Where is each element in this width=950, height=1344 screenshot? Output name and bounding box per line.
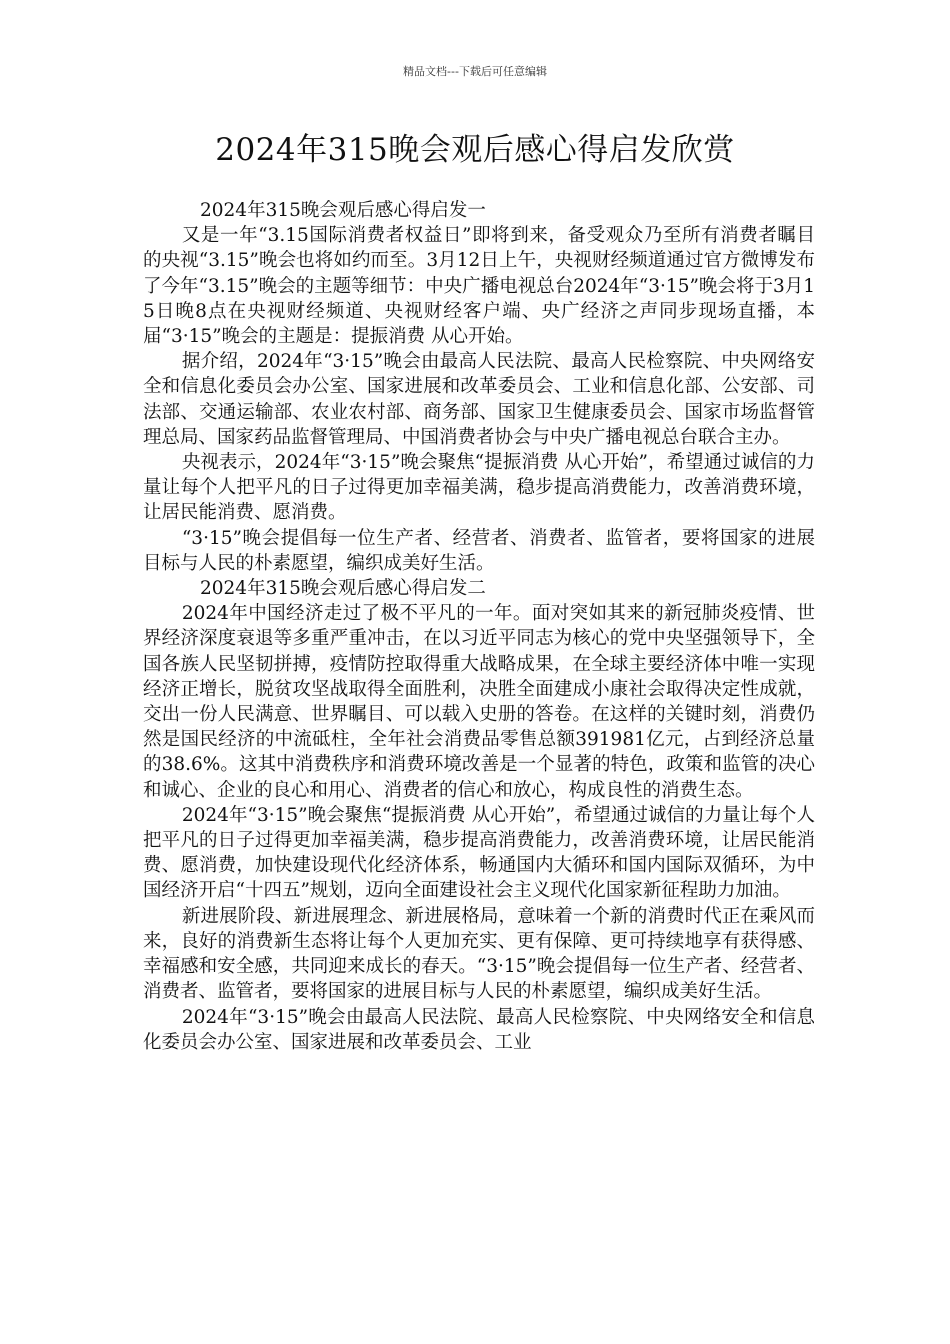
section-heading-2: 2024年315晚会观后感心得启发二 — [200, 578, 486, 600]
paragraph: 据介绍，2024年“3·15”晚会由最高人民法院、最高人民检察院、中央网络安全和信息化委员会办公室、国家进展和改革委员会、工业和信息化部、公安部、司法部、交通运输部、农业农村部、商务部、国家卫生健康委员会、国家市场监督管理总局、国家药品监督管理局、中国消费者协会与中央广播电视总台联合主办。 — [143, 351, 815, 448]
page-header-note: 精品文档---下载后可任意编辑 — [403, 65, 547, 78]
paragraph: 2024年中国经济走过了极不平凡的一年。面对突如其来的新冠肺炎疫情、世界经济深度衰退等多重严重冲击，在以习近平同志为核心的党中央坚强领导下，全国各族人民坚韧拼搏，疫情防控取得重大战略成果，在全球主要经济体中唯一实现经济正增长，脱贫攻坚战取得全面胜利，决胜全面建成小康社会取得决定性成就，交出一份人民满意、世界瞩目、可以载入史册的答卷。在这样的关键时刻，消费仍然是国民经济的中流砥柱，全年社会消费品零售总额391981亿元，占到经济总量的38.6%。这其中消费秩序和消费环境改善是一个显著的特色，政策和监管的决心和诚心、企业的良心和用心、消费者的信心和放心，构成良性的消费生态。 — [143, 603, 815, 801]
paragraph: “3·15”晚会提倡每一位生产者、经营者、消费者、监管者，要将国家的进展目标与人民的朴素愿望，编织成美好生活。 — [143, 527, 815, 574]
paragraph: 2024年“3·15”晚会聚焦“提振消费 从心开始”，希望通过诚信的力量让每个人把平凡的日子过得更加幸福美满，稳步提高消费能力，改善消费环境，让居民能消费、愿消费，加快建设现代化经济体系，畅通国内大循环和国内国际双循环，为中国经济开启“十四五”规划，迈向全面建设社会主义现代化国家新征程助力加油。 — [143, 804, 815, 902]
paragraph: 2024年“3·15”晚会由最高人民法院、最高人民检察院、中央网络安全和信息化委员会办公室、国家进展和改革委员会、工业 — [143, 1006, 815, 1053]
document-body — [143, 198, 815, 1055]
paragraph: 又是一年“3.15国际消费者权益日”即将到来，备受观众乃至所有消费者瞩目的央视“3.15”晚会也将如约而至。3月12日上午，央视财经频道通过官方微博发布了今年“3.15”晚会的主题等细节：中央广播电视总台2024年“3·15”晚会将于3月15日晚8点在央视财经频道、央视财经客户端、央广经济之声同步现场直播，本届“3·15”晚会的主题是：提振消费 从心开始。 — [143, 225, 815, 348]
document-title: 2024年315晚会观后感心得启发欣赏 — [215, 132, 735, 168]
paragraph: 新进展阶段、新进展理念、新进展格局，意味着一个新的消费时代正在乘风而来，良好的消费新生态将让每个人更加充实、更有保障、更可持续地享有获得感、幸福感和安全感，共同迎来成长的春天。“3·15”晚会提倡每一位生产者、经营者、消费者、监管者，要将国家的进展目标与人民的朴素愿望，编织成美好生活。 — [143, 905, 815, 1003]
paragraph: 央视表示，2024年“3·15”晚会聚焦“提振消费 从心开始”，希望通过诚信的力量让每个人把平凡的日子过得更加幸福美满，稳步提高消费能力，改善消费环境，让居民能消费、愿消费。 — [143, 452, 815, 524]
section-heading-1: 2024年315晚会观后感心得启发一 — [200, 200, 486, 221]
